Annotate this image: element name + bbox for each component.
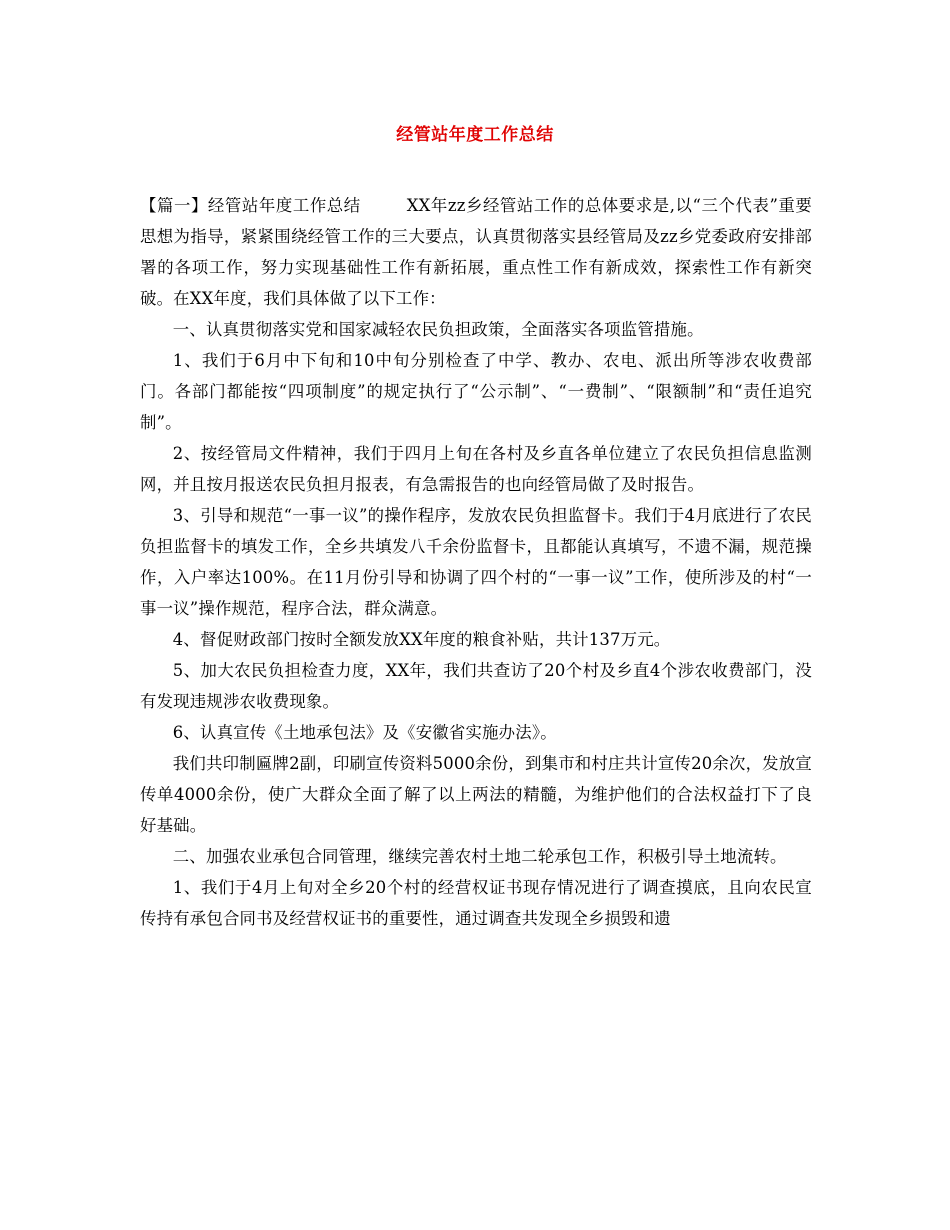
paragraph: 4、督促财政部门按时全额发放XX年度的粮食补贴，共计137万元。 <box>172 630 671 649</box>
paragraph: 6、认真宣传《土地承包法》及《安徽省实施办法》。 <box>172 723 557 742</box>
paragraph: 我们共印制匾牌2副，印刷宣传资料5000余份，到集市和村庄共计宣传20余次，发放宣传单4000余份，使广大群众全面了解了以上两法的精髓，为维护他们的合法权益打下了良好基础。 <box>140 754 812 835</box>
document-body <box>140 190 812 934</box>
paragraph: 3、引导和规范“一事一议”的操作程序，发放农民负担监督卡。我们于4月底进行了农民负担监督卡的填发工作，全乡共填发八千余份监督卡，且都能认真填写，不遗不漏，规范操作，入户率达100%。在11月份引导和协调了四个村的“一事一议”工作，使所涉及的村“一事一议”操作规范，程序合法，群众满意。 <box>140 506 812 618</box>
paragraph: 1、我们于4月上旬对全乡20个村的经营权证书现存情况进行了调查摸底，且向农民宣传持有承包合同书及经营权证书的重要性，通过调查共发现全乡损毁和遗 <box>140 878 812 928</box>
paragraph: 2、按经管局文件精神，我们于四月上旬在各村及乡直各单位建立了农民负担信息监测网，并且按月报送农民负担月报表，有急需报告的也向经管局做了及时报告。 <box>140 444 812 494</box>
paragraph: 5、加大农民负担检查力度，XX年，我们共查访了20个村及乡直4个涉农收费部门，没有发现违规涉农收费现象。 <box>140 661 812 711</box>
paragraph: 1、我们于6月中下旬和10中旬分别检查了中学、教办、农电、派出所等涉农收费部门。各部门都能按“四项制度”的规定执行了“公示制”、“一费制”、“限额制”和“责任追究制”。 <box>140 351 812 432</box>
intro-text: XX年zz乡经管站工作的总体要求是,以“三个代表”重要思想为指导，紧紧围绕经管工作的三大要点，认真贯彻落实县经管局及zz乡党委政府安排部署的各项工作，努力实现基础性工作有新拓展，重点性工作有新成效，探索性工作有新突破。在XX年度，我们具体做了以下工作： <box>140 196 812 308</box>
intro-heading: 【篇一】经管站年度工作总结 <box>140 196 361 215</box>
paragraph: 二、加强农业承包合同管理，继续完善农村土地二轮承包工作，积极引导土地流转。 <box>172 847 787 866</box>
paragraph: 一、认真贯彻落实党和国家减轻农民负担政策，全面落实各项监管措施。 <box>172 320 704 339</box>
document-title: 经管站年度工作总结 <box>396 125 554 145</box>
intro-paragraph <box>140 190 812 314</box>
